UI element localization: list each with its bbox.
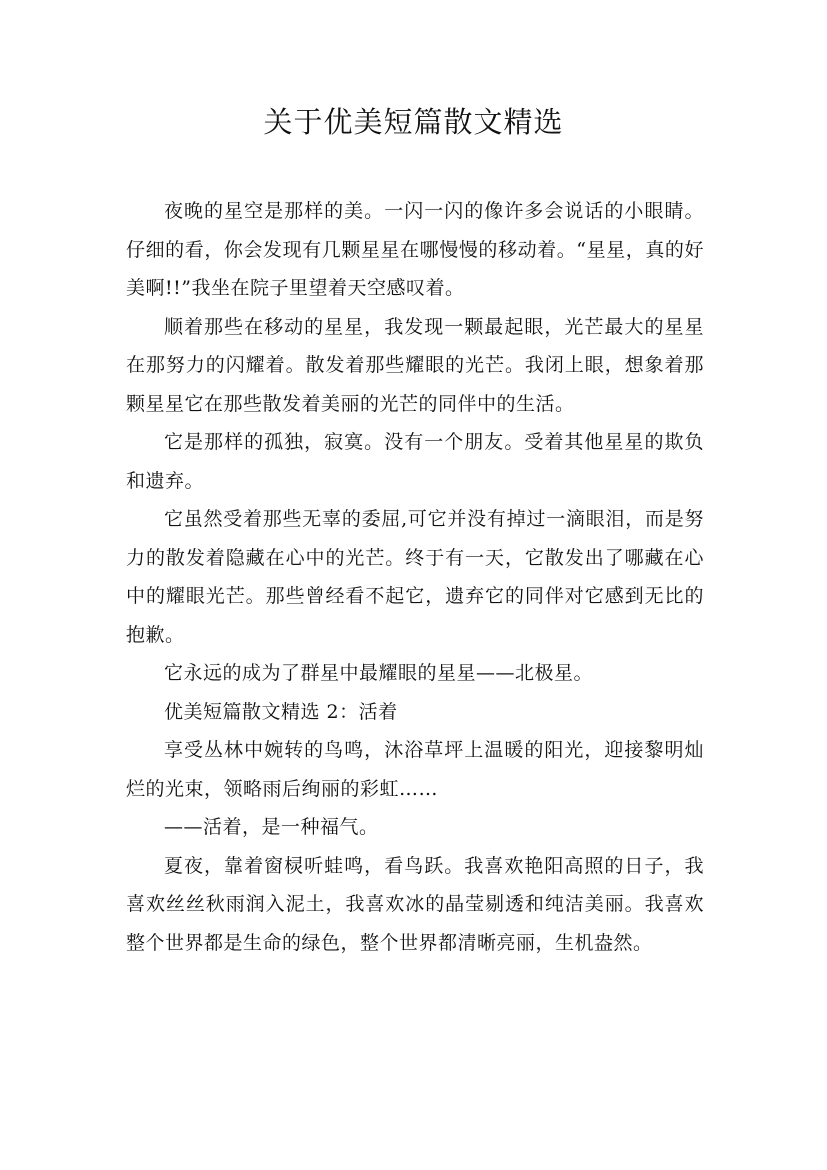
- section-heading: 优美短篇散文精选 2：活着: [164, 700, 398, 723]
- paragraph: 夏夜，靠着窗棂听蛙鸣，看鸟跃。我喜欢艳阳高照的日子，我喜欢丝丝秋雨润入泥土，我喜欢冰的晶莹剔透和纯洁美丽。我喜欢整个世界都是生命的绿色，整个世界都清晰亮丽，生机盎然。: [126, 854, 704, 954]
- paragraph: 享受丛林中婉转的鸟鸣，沐浴草坪上温暖的阳光，迎接黎明灿烂的光束，领略雨后绚丽的彩虹……: [126, 739, 704, 800]
- paragraph: 夜晚的星空是那样的美。一闪一闪的像许多会说话的小眼睛。仔细的看，你会发现有几颗星星在哪慢慢的移动着。“星星，真的好美啊!!”我坐在院子里望着天空感叹着。: [126, 200, 704, 299]
- paragraph: ——活着，是一种福气。: [164, 816, 379, 838]
- document-body: [126, 192, 704, 962]
- paragraph: 它是那样的孤独，寂寞。没有一个朋友。受着其他星星的欺负和遗弃。: [126, 431, 704, 492]
- paragraph: 它虽然受着那些无辜的委屈,可它并没有掉过一滴眼泪，而是努力的散发着隐藏在心中的光芒。终于有一天，它散发出了哪藏在心中的耀眼光芒。那些曾经看不起它，遗弃它的同伴对它感到无比的抱歉。: [126, 508, 704, 646]
- document-title: 关于优美短篇散文精选: [263, 105, 564, 139]
- paragraph: 顺着那些在移动的星星，我发现一颗最起眼，光芒最大的星星在那努力的闪耀着。散发着那些耀眼的光芒。我闭上眼，想象着那颗星星它在那些散发着美丽的光芒的同伴中的生活。: [126, 315, 704, 415]
- paragraph: 它永远的成为了群星中最耀眼的星星——北极星。: [164, 662, 594, 684]
